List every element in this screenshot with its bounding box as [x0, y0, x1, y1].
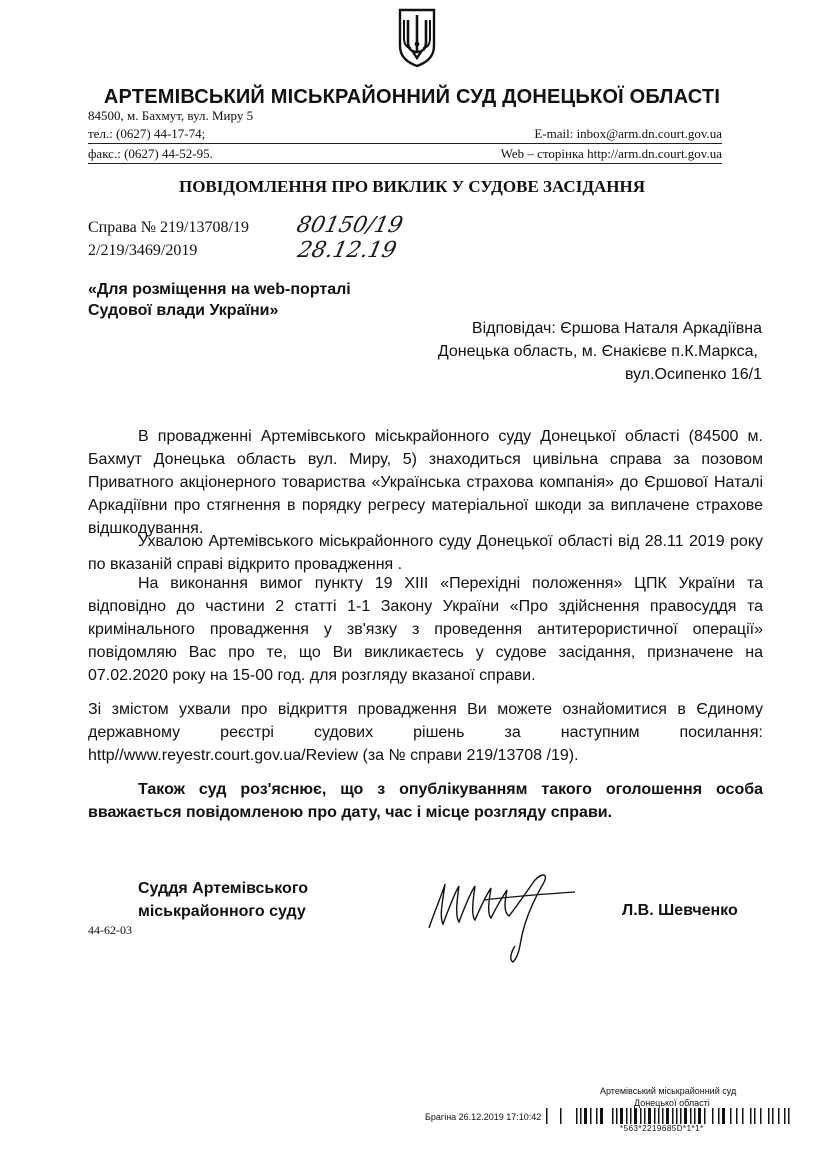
paragraph-registry-link: Зі змістом ухвали про відкриття провадження Ви можете ознайомитися в Єдиному державному реєстрі судових рішень за наступним посилання: http//www.reyestr.court.gov.ua/Review (за № справи 219/13708 /19).	[88, 701, 763, 764]
document-title: ПОВІДОМЛЕННЯ ПРО ВИКЛИК У СУДОВЕ ЗАСІДАННЯ	[178, 177, 646, 196]
coat-of-arms-icon	[397, 8, 437, 68]
executor-code: 44-62-03	[88, 923, 132, 937]
paragraph-notice: Також суд роз'яснює, що з опублікуванням такого оголошення особа вважається повідомленою про дату, час і місце розгляду справи.	[88, 781, 763, 821]
respondent-name: Відповідач: Єршова Наталя Аркадіївна	[471, 320, 762, 337]
respondent-address-line1: Донецька область, м. Єнакієве п.К.Маркса,	[437, 343, 758, 360]
header-divider-top	[88, 143, 722, 144]
judge-signature-icon	[425, 870, 585, 965]
stamp-timestamp: Брагіна 26.12.2019 17:10:42	[425, 1112, 542, 1122]
barcode-icon	[546, 1106, 796, 1126]
barcode-text: *563*2219685D*1*1*	[620, 1124, 704, 1133]
court-address: 84500, м. Бахмут, вул. Миру 5	[88, 108, 254, 123]
placement-note-line2: Судової влади України»	[88, 302, 279, 319]
stamp-court-line2: Донецької області	[634, 1098, 710, 1108]
paragraph-ruling: Ухвалою Артемівського міськрайонного суду Донецької області від 28.11 2019 року по вказаній справі відкрито провадження .	[88, 533, 763, 573]
placement-note-line1: «Для розміщення на web-порталі	[88, 281, 351, 298]
paragraph-summons: На виконання вимог пункту 19 XIII «Перехідні положення» ЦПК України та відповідно до частини 2 статті 1-1 Закону України «Про здійснення правосуддя та кримінального провадження у зв'язку з проведення антитерористичної операції» повідомляю Вас про те, що Ви викликаєтесь у судове засідання, призначене на 07.02.2020 року на 15-00 год. для розгляду вказаної справи.	[88, 575, 763, 684]
handwritten-registration-date: 28.12.19	[295, 238, 399, 263]
court-web: Web – сторінка http://arm.dn.court.gov.ua	[500, 146, 722, 161]
judge-name: Л.В. Шевченко	[622, 902, 738, 919]
judge-position-line2: міськрайонного суду	[138, 903, 306, 920]
court-fax: факс.: (0627) 44-52-95.	[88, 146, 213, 161]
respondent-address-line2: вул.Осипенко 16/1	[624, 366, 762, 383]
stamp-court-line1: Артемівський міськрайонний суд	[600, 1086, 737, 1096]
case-number: Справа № 219/13708/19	[88, 219, 249, 236]
judge-position-line1: Суддя Артемівського	[138, 880, 309, 897]
court-phone: тел.: (0627) 44-17-74;	[88, 126, 206, 141]
court-email: E-mail: inbox@arm.dn.court.gov.ua	[534, 126, 722, 141]
court-name: АРТЕМІВСЬКИЙ МІСЬКРАЙОННИЙ СУД ДОНЕЦЬКОЇ ОБЛАСТІ	[103, 86, 721, 108]
handwritten-registration-number: 80150/19	[294, 213, 406, 238]
header-divider-bottom	[88, 163, 722, 164]
paragraph-case-description: В провадженні Артемівського міськрайонного суду Донецької області (84500 м. Бахмут Донецька область вул. Миру, 5) знаходиться цивільна справа за позовом Приватного акціонерного товариства «Українська страхова компанія» до Єршової Наталі Аркадіївни про стягнення в порядку регресу матеріальної шкоди за виплачене страхове відшкодування.	[88, 428, 763, 537]
proceeding-number: 2/219/3469/2019	[88, 242, 198, 259]
